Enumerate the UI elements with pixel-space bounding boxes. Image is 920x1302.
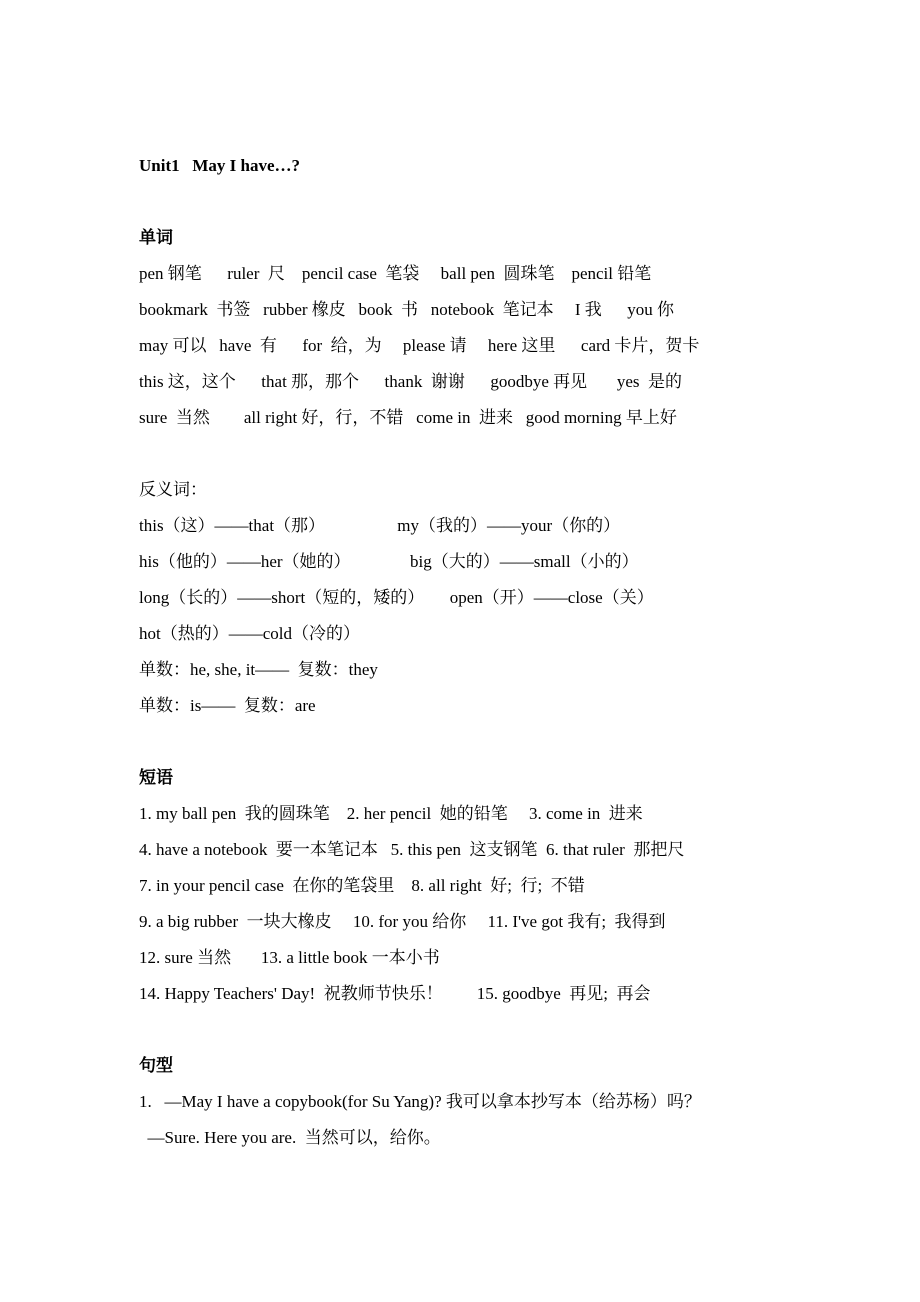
phrase-line: 4. have a notebook 要一本笔记本 5. this pen 这支钢笔 6. that ruler 那把尺 — [139, 840, 685, 859]
phrase-line: 12. sure 当然 13. a little book 一本小书 — [139, 948, 440, 967]
vocab-heading: 单词 — [139, 228, 173, 247]
sentence-line: —Sure. Here you are. 当然可以，给你。 — [139, 1128, 441, 1147]
vocab-line: may 可以 have 有 for 给，为 please 请 here 这里 card 卡片，贺卡 — [139, 336, 700, 355]
phrases-heading: 短语 — [139, 768, 173, 787]
phrase-line: 14. Happy Teachers' Day! 祝教师节快乐！ 15. goodbye 再见; 再会 — [139, 984, 651, 1003]
antonym-line: his（他的）——her（她的） big（大的）——small（小的） — [139, 552, 639, 571]
antonym-line: long（长的）——short（短的，矮的） open（开）——close（关） — [139, 588, 654, 607]
vocab-line: pen 钢笔 ruler 尺 pencil case 笔袋 ball pen 圆珠笔 pencil 铅笔 — [139, 264, 652, 283]
phrase-line: 9. a big rubber 一块大橡皮 10. for you 给你 11. I've got 我有; 我得到 — [139, 912, 666, 931]
antonym-line: hot（热的）——cold（冷的） — [139, 624, 360, 643]
vocab-line: this 这，这个 that 那，那个 thank 谢谢 goodbye 再见 yes 是的 — [139, 372, 683, 391]
antonym-line: this（这）——that（那） my（我的）——your（你的） — [139, 516, 621, 535]
sentence-line: 1. —May I have a copybook(for Su Yang)? 我可以拿本抄写本（给苏杨）吗？ — [139, 1092, 701, 1111]
vocab-line: sure 当然 all right 好，行，不错 come in 进来 good morning 早上好 — [139, 408, 677, 427]
antonym-line: 单数：he, she, it—— 复数：they — [139, 660, 378, 679]
sentences-heading: 句型 — [139, 1056, 173, 1075]
vocab-line: bookmark 书签 rubber 橡皮 book 书 notebook 笔记本 I 我 you 你 — [139, 300, 674, 319]
phrase-line: 1. my ball pen 我的圆珠笔 2. her pencil 她的铅笔 3. come in 进来 — [139, 804, 643, 823]
unit-title: Unit1 May I have…? — [139, 156, 301, 175]
antonym-line: 单数：is—— 复数：are — [139, 696, 316, 715]
phrase-line: 7. in your pencil case 在你的笔袋里 8. all right 好; 行; 不错 — [139, 876, 585, 895]
antonyms-heading: 反义词： — [139, 480, 207, 499]
